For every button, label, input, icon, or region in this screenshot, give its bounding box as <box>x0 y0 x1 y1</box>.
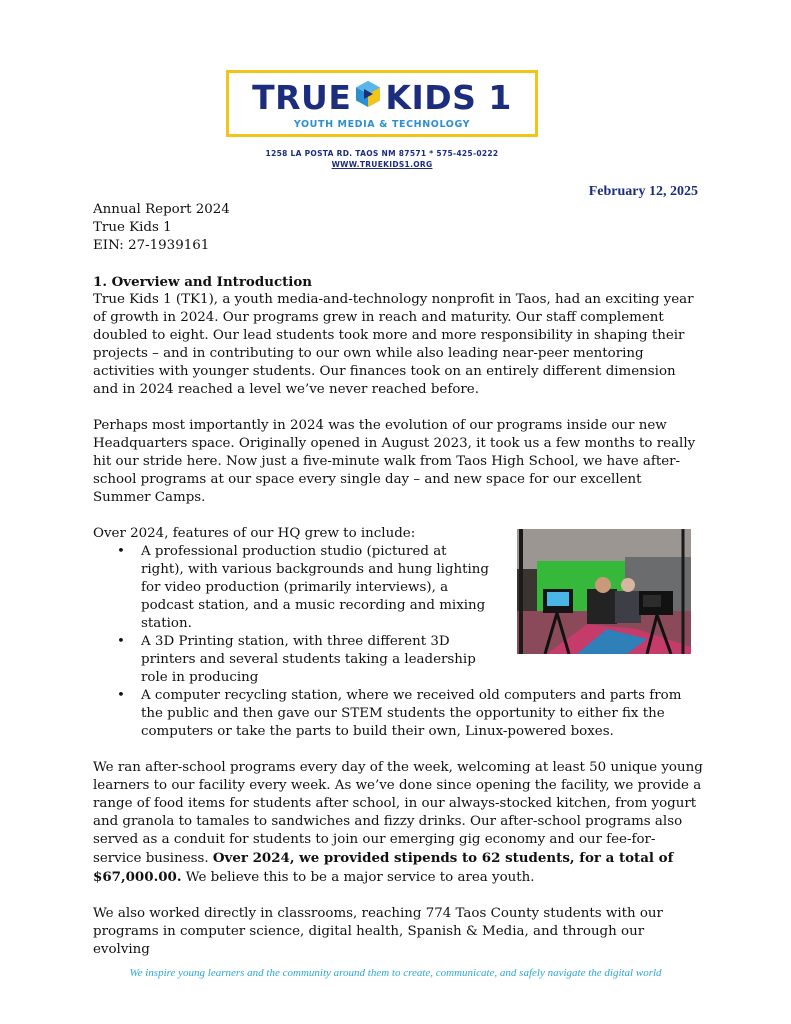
paragraph: We also worked directly in classrooms, reaching 774 Taos County students with our programs in computer science, digital health, Spanish & Media, and through our evolving <box>93 906 663 957</box>
footer-tagline: We inspire young learners and the community around them to create, communicate, and safely navigate the digital world <box>129 967 662 979</box>
logo-word-true: TRUE <box>252 78 352 117</box>
logo-wordmark <box>229 79 535 119</box>
document-date: February 12, 2025 <box>588 184 698 199</box>
paragraph <box>93 759 703 887</box>
logo-tagline: YOUTH MEDIA & TECHNOLOGY <box>293 119 471 130</box>
stipend-highlight: Over 2024, we provided stipends to 62 students, for a total of $67,000.00. <box>93 850 674 885</box>
org-name: True Kids 1 <box>93 220 172 235</box>
address: 1258 LA POSTA RD. TAOS NM 87571 * 575-425-0222 <box>265 149 499 158</box>
logo <box>226 70 538 137</box>
list-item: • A 3D Printing station, with three different 3D printers and several students taking a leadership role in producing <box>141 633 491 687</box>
list-item: • A computer recycling station, where we received old computers and parts from the public and then gave our STEM students the opportunity to either fix the computers or take the parts to build their own, Linux-powered boxes. <box>141 687 703 741</box>
list-item: • A professional production studio (pictured at right), with various backgrounds and hung lighting for video production (primarily interviews), a podcast station, and a music recording and mixing station. <box>141 543 491 633</box>
paragraph-text: We ran after-school programs every day of the week, welcoming at least 50 unique young learners to our facility every week. As we’ve done since opening the facility, we provide a range of food items for students after school, in our always-stocked kitchen, from yogurt and granola to tamales to sandwiches and fizzy drinks. Our after-school programs also served as a conduit for students to join our emerging gig economy and our fee-for-service business. <box>93 760 703 866</box>
ein: EIN: 27-1939161 <box>93 238 210 253</box>
logo-word-kids1: KIDS 1 <box>385 78 512 117</box>
paragraph: True Kids 1 (TK1), a youth media-and-technology nonprofit in Taos, had an exciting year of growth in 2024. Our programs grew in reach and maturity. Our staff complement doubled to eight. Our lead students took more and more responsibility in shaping their projects – and in contributing to our own while also leading near-peer mentoring activities with younger students. Our finances took on an entirely different dimension and in 2024 reached a level we’ve never reached before. <box>93 292 694 397</box>
cube-icon <box>355 78 381 116</box>
paragraph-text: We believe this to be a major service to area youth. <box>181 870 535 885</box>
features-intro: Over 2024, features of our HQ grew to include: <box>93 526 416 541</box>
website-link[interactable]: WWW.TRUEKIDS1.ORG <box>331 160 433 169</box>
section-heading: 1. Overview and Introduction <box>93 274 313 290</box>
doc-title: Annual Report 2024 <box>93 202 230 217</box>
studio-photo <box>517 529 691 654</box>
paragraph: Perhaps most importantly in 2024 was the evolution of our programs inside our new Headquarters space. Originally opened in August 2023, it took us a few months to really hit our stride here. Now just a five-minute walk from Taos High School, we have after-school programs at our space every single day – and new space for our excellent Summer Camps. <box>93 418 696 505</box>
